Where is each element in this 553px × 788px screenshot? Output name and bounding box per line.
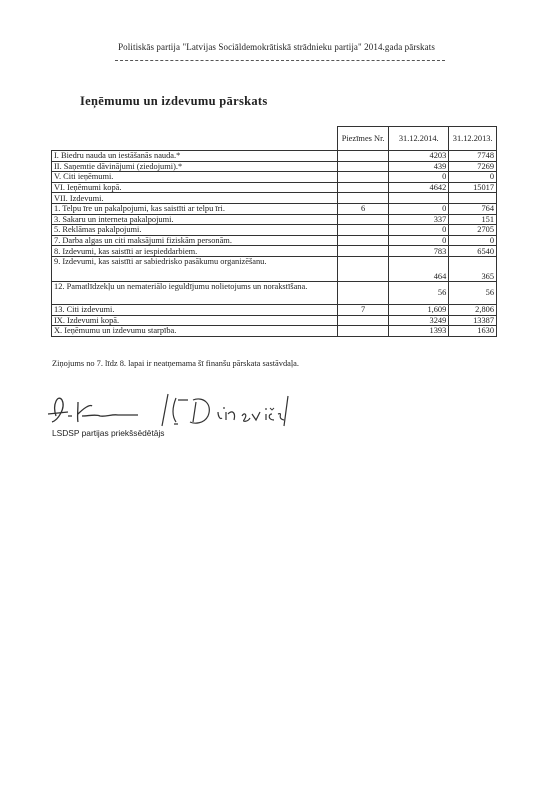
row-value-2013: 365 — [449, 256, 497, 281]
row-note — [338, 281, 389, 304]
row-value-2014: 464 — [389, 256, 449, 281]
row-value-2013: 13387 — [449, 315, 497, 326]
table-row — [52, 235, 497, 246]
row-note — [338, 214, 389, 225]
row-note: 6 — [338, 203, 389, 214]
row-label: 13. Citi izdevumi. — [52, 304, 338, 315]
row-note — [338, 256, 389, 281]
row-label: 8. Izdevumi, kas saistīti ar iespieddarbiem. — [52, 246, 338, 257]
table-row — [52, 315, 497, 326]
row-value-2014 — [389, 193, 449, 204]
row-note — [338, 161, 389, 172]
table-row — [52, 281, 497, 304]
row-note — [338, 315, 389, 326]
row-value-2014: 337 — [389, 214, 449, 225]
row-value-2014: 56 — [389, 281, 449, 304]
report-title: Ieņēmumu un izdevumu pārskats — [80, 94, 268, 108]
row-label: IX. Izdevumi kopā. — [52, 315, 338, 326]
row-value-2013: 2,806 — [449, 304, 497, 315]
document-header: Politiskās partija "Latvijas Sociāldemokrātiskā strādnieku partija" 2014.gada pārskats — [118, 42, 435, 52]
row-label: II. Saņemtie dāvinājumi (ziedojumi).* — [52, 161, 338, 172]
row-note — [338, 151, 389, 162]
row-note — [338, 326, 389, 337]
row-value-2014: 783 — [389, 246, 449, 257]
row-value-2013: 0 — [449, 235, 497, 246]
table-row — [52, 151, 497, 162]
row-label: 1. Telpu īre un pakalpojumi, kas saistīti ar telpu īri. — [52, 203, 338, 214]
handwritten-signature — [38, 386, 308, 432]
row-value-2013: 0 — [449, 172, 497, 183]
row-note — [338, 235, 389, 246]
row-value-2013: 764 — [449, 203, 497, 214]
row-value-2013 — [449, 193, 497, 204]
row-value-2014: 4203 — [389, 151, 449, 162]
row-label: 7. Darba algas un citi maksājumi fiziskām personām. — [52, 235, 338, 246]
row-label: VII. Izdevumi. — [52, 193, 338, 204]
table-row — [52, 225, 497, 236]
row-label: I. Biedru nauda un iestāšanās nauda.* — [52, 151, 338, 162]
row-note: 7 — [338, 304, 389, 315]
table-row — [52, 161, 497, 172]
signatory-role: LSDSP partijas priekšsēdētājs — [52, 428, 165, 438]
table-row — [52, 246, 497, 257]
row-value-2013: 56 — [449, 281, 497, 304]
table-row — [52, 203, 497, 214]
row-note — [338, 246, 389, 257]
column-header-2014: 31.12.2014. — [389, 127, 449, 151]
row-value-2014: 439 — [389, 161, 449, 172]
row-label: 9. Izdevumi, kas saistīti ar sabiedrisko pasākumu organizēšanu. — [52, 256, 338, 281]
row-value-2013: 7269 — [449, 161, 497, 172]
column-header-notes: Piezīmes Nr. — [338, 127, 389, 151]
row-value-2014: 1393 — [389, 326, 449, 337]
row-label: V. Citi ieņēmumi. — [52, 172, 338, 183]
row-value-2013: 2705 — [449, 225, 497, 236]
header-rule — [115, 60, 445, 61]
row-label: 5. Reklāmas pakalpojumi. — [52, 225, 338, 236]
table-row — [52, 182, 497, 193]
row-value-2014: 0 — [389, 172, 449, 183]
row-value-2014: 3249 — [389, 315, 449, 326]
row-value-2013: 15017 — [449, 182, 497, 193]
row-note — [338, 225, 389, 236]
row-value-2013: 7748 — [449, 151, 497, 162]
row-label: 3. Sakaru un interneta pakalpojumi. — [52, 214, 338, 225]
table-row — [52, 256, 497, 281]
table-row — [52, 304, 497, 315]
row-value-2013: 6540 — [449, 246, 497, 257]
income-expense-table — [51, 126, 497, 337]
column-header-2013: 31.12.2013. — [449, 127, 497, 151]
row-value-2014: 1,609 — [389, 304, 449, 315]
row-note — [338, 193, 389, 204]
footnote: Ziņojums no 7. līdz 8. lapai ir neatņemama šī finanšu pārskata sastāvdaļa. — [52, 359, 299, 368]
row-value-2014: 0 — [389, 203, 449, 214]
table-row — [52, 214, 497, 225]
row-label: X. Ieņēmumu un izdevumu starpība. — [52, 326, 338, 337]
table-row — [52, 172, 497, 183]
row-label: 12. Pamatlīdzekļu un nemateriālo ieguldījumu nolietojums un norakstīšana. — [52, 281, 338, 304]
row-value-2014: 0 — [389, 225, 449, 236]
table-row — [52, 326, 497, 337]
row-value-2014: 0 — [389, 235, 449, 246]
header-empty-cell — [52, 127, 338, 151]
row-value-2014: 4642 — [389, 182, 449, 193]
row-note — [338, 182, 389, 193]
row-value-2013: 1630 — [449, 326, 497, 337]
row-note — [338, 172, 389, 183]
row-value-2013: 151 — [449, 214, 497, 225]
table-row — [52, 193, 497, 204]
row-label: VI. Ieņēmumi kopā. — [52, 182, 338, 193]
